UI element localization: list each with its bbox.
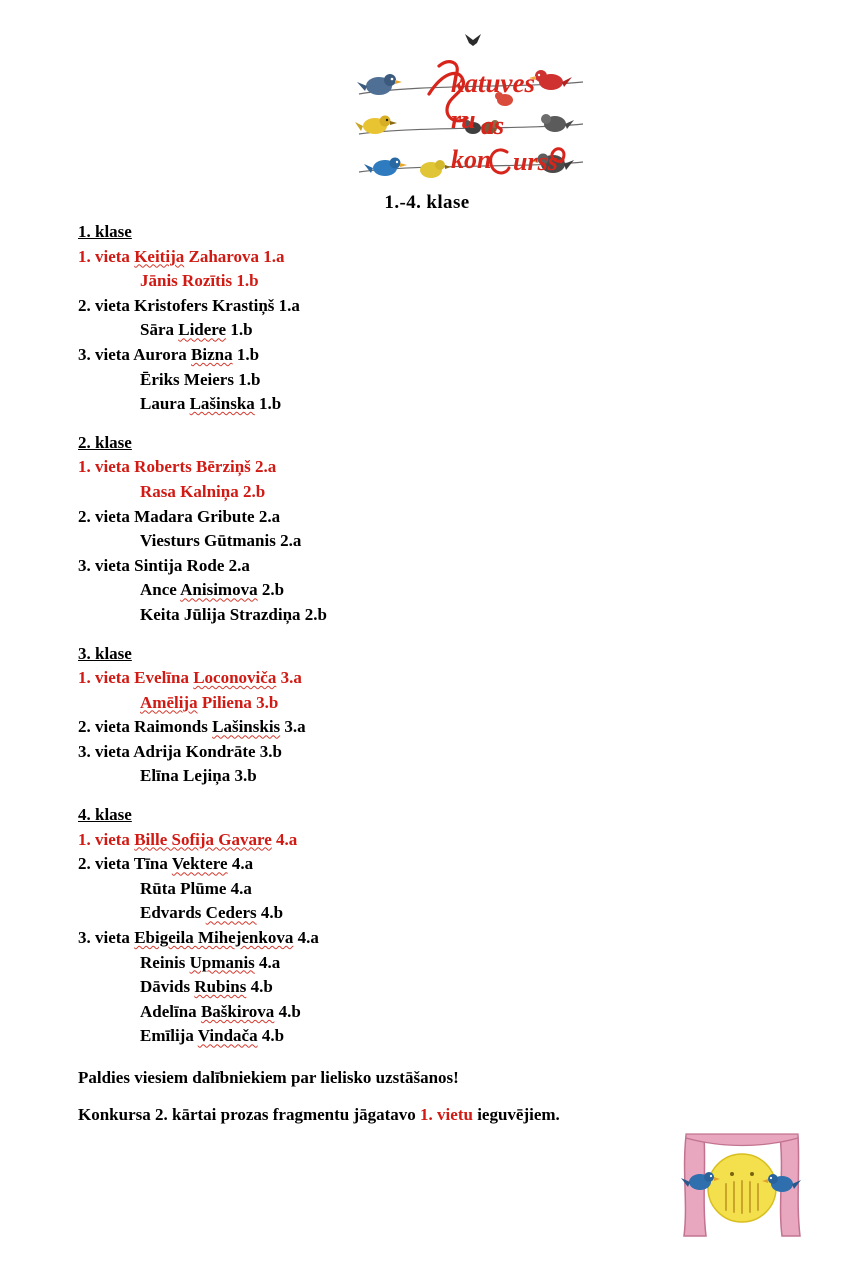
result-entry: 2. vieta Kristofers Krastiņš 1.a bbox=[78, 295, 300, 315]
results-list bbox=[78, 220, 778, 1049]
page-title: 1.-4. klase bbox=[384, 192, 470, 213]
result-entry: 1. vieta Evelīna Loconoviča 3.a bbox=[78, 668, 302, 688]
result-entry: 3. vieta Adrija Kondrāte 3.b bbox=[78, 741, 282, 761]
sun-curtain-birds-illustration bbox=[672, 1132, 812, 1242]
result-entry: Sāra Lidere 1.b bbox=[140, 320, 253, 340]
grade-group bbox=[78, 642, 778, 790]
svg-text:kon: kon bbox=[451, 145, 492, 174]
result-entry: Amēlija Piliena 3.b bbox=[140, 692, 279, 712]
svg-text:urss: urss bbox=[513, 147, 558, 176]
grade-heading: 4. klase bbox=[78, 805, 132, 825]
result-entry: Ance Anisimova 2.b bbox=[140, 580, 285, 600]
thanks-line: Paldies viesiem dalībniekiem par lielisko uzstāšanos! bbox=[78, 1068, 459, 1087]
result-entry: 1. vieta Bille Sofija Gavare 4.a bbox=[78, 829, 298, 849]
result-entry: 1. vieta Roberts Bērziņš 2.a bbox=[78, 457, 277, 477]
grade-heading: 2. klase bbox=[78, 432, 132, 452]
note-line bbox=[78, 1105, 798, 1125]
result-entry: 3. vieta Sintija Rode 2.a bbox=[78, 555, 250, 575]
result-entry: Rūta Plūme 4.a bbox=[140, 878, 252, 898]
grade-group bbox=[78, 220, 778, 417]
result-entry: Dāvids Rubins 4.b bbox=[140, 977, 273, 997]
svg-text:katuves: katuves bbox=[451, 68, 535, 98]
result-entry: Ēriks Meiers 1.b bbox=[140, 369, 261, 389]
result-entry: Edvards Ceders 4.b bbox=[140, 903, 284, 923]
result-entry: 3. vieta Aurora Bizna 1.b bbox=[78, 344, 260, 364]
result-entry: Rasa Kalniņa 2.b bbox=[140, 481, 266, 501]
result-entry: Reinis Upmanis 4.a bbox=[140, 952, 281, 972]
note-highlight: 1. vietu bbox=[420, 1105, 473, 1124]
svg-text:as: as bbox=[481, 111, 505, 140]
result-entry: 2. vieta Madara Gributе 2.a bbox=[78, 506, 281, 526]
result-entry: Adelīna Baškirova 4.b bbox=[140, 1001, 301, 1021]
result-entry: Emīlija Vindača 4.b bbox=[140, 1026, 285, 1046]
note-after: ieguvējiem. bbox=[472, 1105, 560, 1124]
result-entry: 2. vieta Tīna Vektere 4.a bbox=[78, 854, 254, 874]
result-entry: 3. vieta Ebigeila Mihejenkova 4.a bbox=[78, 928, 319, 948]
grade-heading: 1. klase bbox=[78, 222, 132, 241]
result-entry: Laura Lašinska 1.b bbox=[140, 394, 282, 414]
grade-heading: 3. klase bbox=[78, 643, 132, 663]
grade-group bbox=[78, 431, 778, 628]
grade-group bbox=[78, 803, 778, 1049]
note-before: Konkursa 2. kārtai prozas fragmentu jāgatavo bbox=[78, 1105, 421, 1124]
result-entry: Viesturs Gūtmanis 2.a bbox=[140, 531, 302, 551]
skatuves-runas-konkurss-logo bbox=[355, 22, 587, 182]
result-entry: Keita Jūlija Strazdiņa 2.b bbox=[140, 604, 328, 624]
result-entry: Jānis Rozītis 1.b bbox=[140, 271, 259, 291]
svg-text:ru: ru bbox=[451, 105, 476, 134]
result-entry: 1. vieta Keitija Zaharova 1.a bbox=[78, 246, 285, 266]
result-entry: 2. vieta Raimonds Lašinskis 3.a bbox=[78, 717, 306, 737]
result-entry: Elīna Lejiņa 3.b bbox=[140, 766, 257, 786]
